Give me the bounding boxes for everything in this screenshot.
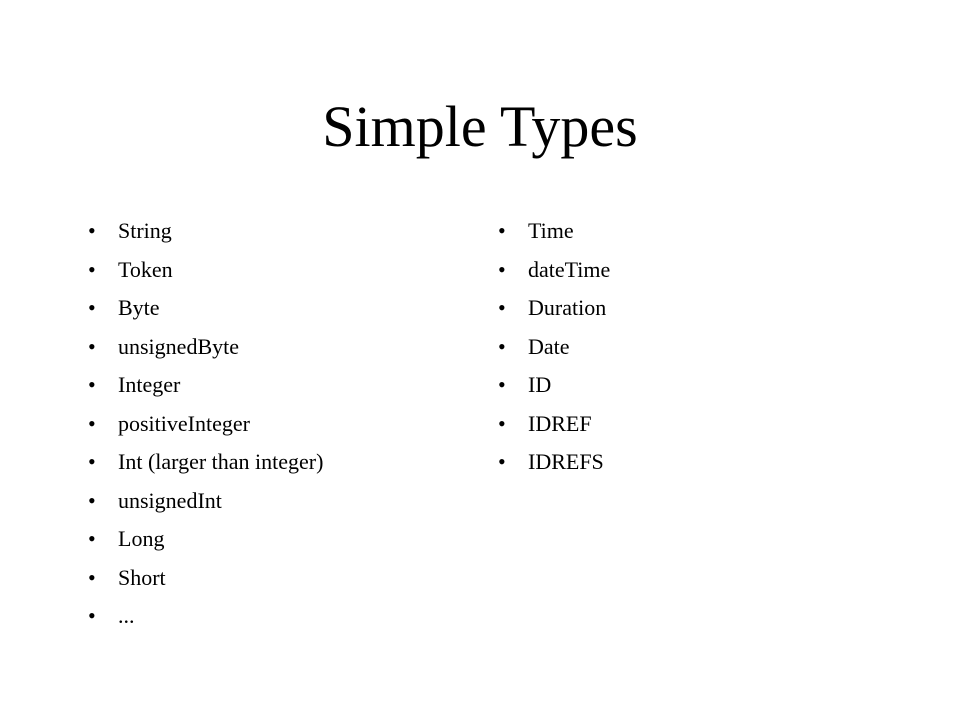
bullet-text: ID: [528, 372, 552, 398]
bullet-text: Int (larger than integer): [118, 449, 324, 475]
bullet-text: String: [118, 218, 172, 244]
bullet-text: Token: [118, 256, 173, 282]
bullet-text: positiveInteger: [118, 410, 250, 436]
bullet-item: [88, 366, 468, 405]
bullet-text: Date: [528, 333, 570, 359]
bullet-item: [498, 405, 878, 444]
bullet-text: dateTime: [528, 256, 611, 282]
bullet-text: Duration: [528, 295, 607, 321]
bullet-text: IDREFS: [528, 449, 604, 475]
bullet-icon: •: [498, 372, 506, 398]
bullet-text: Long: [118, 526, 165, 552]
bullet-item: [88, 482, 468, 521]
bullet-item: [88, 251, 468, 290]
bullet-icon: •: [88, 295, 96, 321]
bullet-text: unsignedByte: [118, 333, 239, 359]
bullet-item: [88, 443, 468, 482]
bullet-icon: •: [498, 295, 506, 321]
bullet-icon: •: [88, 564, 96, 590]
bullet-icon: •: [88, 256, 96, 282]
bullet-text: unsignedInt: [118, 487, 222, 513]
bullet-item: [88, 289, 468, 328]
bullet-icon: •: [88, 410, 96, 436]
bullet-icon: •: [88, 487, 96, 513]
left-bullet-list: [88, 212, 468, 636]
bullet-icon: •: [498, 218, 506, 244]
bullet-text: Byte: [118, 295, 160, 321]
bullet-icon: •: [88, 526, 96, 552]
bullet-text: Short: [118, 564, 166, 590]
slide-title: Simple Types: [322, 94, 638, 159]
right-bullet-list: [498, 212, 878, 482]
bullet-item: [498, 251, 878, 290]
bullet-item: [88, 405, 468, 444]
bullet-icon: •: [88, 218, 96, 244]
bullet-item: [498, 289, 878, 328]
bullet-icon: •: [498, 256, 506, 282]
bullet-item: [498, 328, 878, 367]
bullet-item: [88, 559, 468, 598]
bullet-icon: •: [498, 410, 506, 436]
bullet-item: [88, 597, 468, 636]
bullet-item: [498, 212, 878, 251]
bullet-icon: •: [498, 449, 506, 475]
bullet-text: IDREF: [528, 410, 592, 436]
bullet-item: [498, 366, 878, 405]
bullet-icon: •: [88, 449, 96, 475]
bullet-icon: •: [88, 603, 96, 629]
bullet-text: ...: [118, 603, 135, 629]
bullet-icon: •: [88, 372, 96, 398]
bullet-icon: •: [88, 333, 96, 359]
bullet-item: [88, 212, 468, 251]
bullet-item: [88, 520, 468, 559]
bullet-item: [498, 443, 878, 482]
bullet-icon: •: [498, 333, 506, 359]
bullet-item: [88, 328, 468, 367]
bullet-text: Integer: [118, 372, 181, 398]
bullet-text: Time: [528, 218, 574, 244]
